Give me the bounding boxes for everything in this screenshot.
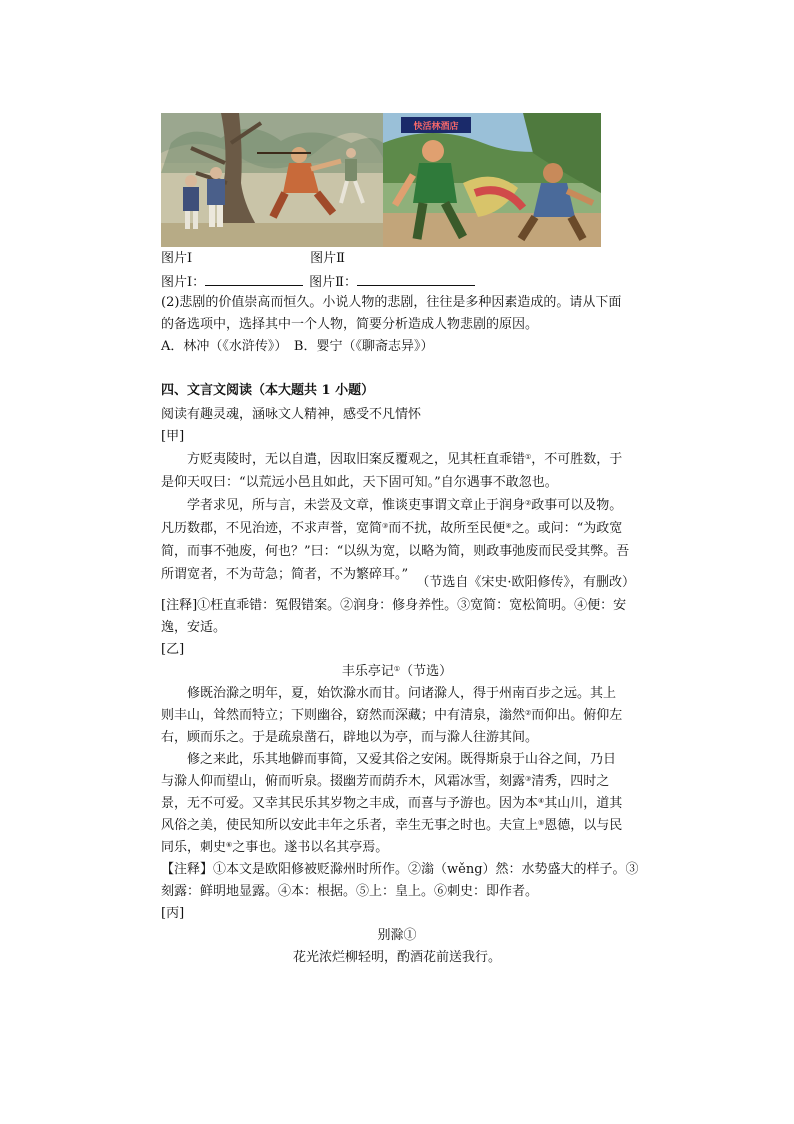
forest-fight-painting	[161, 113, 383, 247]
yi-note-line-1: 【注释】①本文是欧阳修被贬滁州时所作。②滃（wěng）然：水势盛大的样子。③	[161, 862, 639, 877]
text-span: 而仰出。俯仰左	[531, 708, 623, 723]
text-span: 同乐，刺史	[161, 840, 227, 855]
jia-paragraph-1-line-2: 是仰天叹曰：“以荒远小邑且如此，天下固可知。”自尔遇事不敢忽也。	[161, 475, 558, 490]
text-span: 凡历数郡，不见治迹，不求声誉，宽简	[161, 521, 383, 536]
answer-2-blank[interactable]	[357, 272, 475, 286]
jia-paragraph-1-line-1	[161, 451, 622, 469]
yi-paragraph-2-line-1: 修之来此，乐其地僻而事简，又爱其俗之安闲。既得斯泉于山谷之间，乃日	[187, 752, 617, 767]
jia-source: （节选自《宋史·欧阳修传》，有删改）	[416, 575, 635, 590]
tavern-signboard-text: 快活林酒店	[413, 122, 459, 132]
yi-paragraph-2-line-2	[161, 773, 609, 791]
yi-paragraph-2-line-3	[161, 795, 622, 813]
text-span: 政事可以及物。	[531, 498, 623, 513]
bing-poem-line-1: 花光浓烂柳轻明，酌酒花前送我行。	[292, 950, 501, 965]
jia-paragraph-2-line-1	[161, 497, 622, 515]
passage-yi-label: [乙]	[161, 642, 185, 657]
text-span: 之。或问：“为政宽	[511, 521, 623, 536]
text-span: 之事也。遂书以名其亭焉。	[232, 840, 389, 855]
footnote-mark: ②	[525, 709, 532, 717]
image-captions	[161, 250, 345, 268]
yi-note-line-2: 刻露：鲜明地显露。④本：根据。⑤上：皇上。⑥刺史：即作者。	[161, 884, 539, 899]
text-span: 景，无不可爱。又幸其民乐其岁物之丰成，而喜与予游也。因为本	[161, 796, 539, 811]
illustration-2	[383, 113, 601, 247]
footnote-mark: ③	[382, 522, 389, 530]
yi-paragraph-2-line-5	[161, 839, 388, 857]
footnote-mark: ④	[505, 522, 512, 530]
footnote-mark: ⑤	[538, 819, 545, 827]
jia-paragraph-2-line-4: 所谓宽者，不为苛急；简者，不为繁碎耳。”	[161, 567, 409, 582]
caption-2: 图片Ⅱ	[310, 251, 345, 266]
section-4-intro: 阅读有趣灵魂，涵咏文人精神，感受不凡情怀	[161, 407, 422, 422]
text-span: 则丰山，耸然而特立；下则幽谷，窈然而深藏；中有清泉，滃然	[161, 708, 526, 723]
yi-paragraph-1-line-1: 修既治滁之明年，夏，始饮滁水而甘。问诸滁人，得于州南百步之远。其上	[187, 686, 617, 701]
jia-paragraph-2-line-3: 简，而事不弛废，何也？”曰：“以纵为宽，以略为简，则政事弛废而民受其弊。吾	[161, 544, 630, 559]
text-span: ，不可胜数，于	[531, 452, 623, 467]
jia-note-line-1: [注释]①枉直乖错：冤假错案。②润身：修身养性。③宽简：宽松简明。④便：安	[161, 598, 627, 613]
jia-note-line-2: 逸，安适。	[161, 620, 227, 635]
caption-1: 图片Ⅰ	[161, 251, 193, 266]
footnote-mark: ⑥	[226, 841, 233, 849]
question-2-options: A．林冲（《水浒传》） B．婴宁（《聊斋志异》）	[161, 339, 434, 354]
answer-2-label: 图片Ⅱ：	[309, 275, 357, 290]
text-span: 其山川，道其	[544, 796, 623, 811]
text-span: 方贬夷陵时，无以自遣，因取旧案反覆观之，见其枉直乖错	[187, 452, 526, 467]
question-2-line-1: (2)悲剧的价值崇高而恒久。小说人物的悲剧，往往是多种因素造成的。请从下面	[161, 295, 622, 310]
section-4-title: 四、文言文阅读（本大题共 1 小题）	[161, 383, 375, 398]
footnote-mark: ②	[525, 499, 532, 507]
footnote-mark: ①	[393, 665, 401, 673]
footnote-mark: ①	[525, 453, 532, 461]
footnote-mark: ③	[525, 775, 532, 783]
answer-1-blank[interactable]	[205, 272, 303, 286]
text-span: 而不扰，故所至民便	[388, 521, 506, 536]
title-suffix: （节选）	[400, 664, 453, 679]
yi-paragraph-1-line-2	[161, 707, 622, 725]
passage-jia-label: [甲]	[161, 429, 185, 444]
yi-paragraph-2-line-4	[161, 817, 622, 835]
jia-paragraph-2-line-2	[161, 520, 622, 538]
answer-1-label: 图片Ⅰ：	[161, 275, 206, 290]
question-2-line-2: 的备选项中，选择其中一个人物，简要分析造成人物悲剧的原因。	[161, 317, 539, 332]
text-span: 与滁人仰而望山，俯而听泉。掇幽芳而荫乔木，风霜冰雪，刻露	[161, 774, 526, 789]
footnote-mark: ④	[538, 797, 545, 805]
question-1-answer-line	[161, 272, 475, 292]
title-text: 丰乐亭记	[341, 664, 394, 679]
illustration-1	[161, 113, 383, 247]
text-span: 风俗之美，使民知所以安此丰年之乐者，幸生无事之时也。夫宣上	[161, 818, 539, 833]
bing-title: 别滁①	[377, 928, 417, 943]
text-span: 恩德，以与民	[544, 818, 623, 833]
tavern-fight-painting	[383, 113, 601, 247]
text-span: 学者求见，所与言，未尝及文章，惟谈吏事谓文章止于润身	[187, 498, 526, 513]
yi-paragraph-1-line-3: 右，顾而乐之。于是疏泉凿石，辟地以为亭，而与滁人往游其间。	[161, 730, 539, 745]
text-span: 清秀，四时之	[531, 774, 610, 789]
yi-title	[0, 663, 794, 681]
illustration-row	[161, 113, 601, 247]
passage-bing-label: [丙]	[161, 906, 185, 921]
